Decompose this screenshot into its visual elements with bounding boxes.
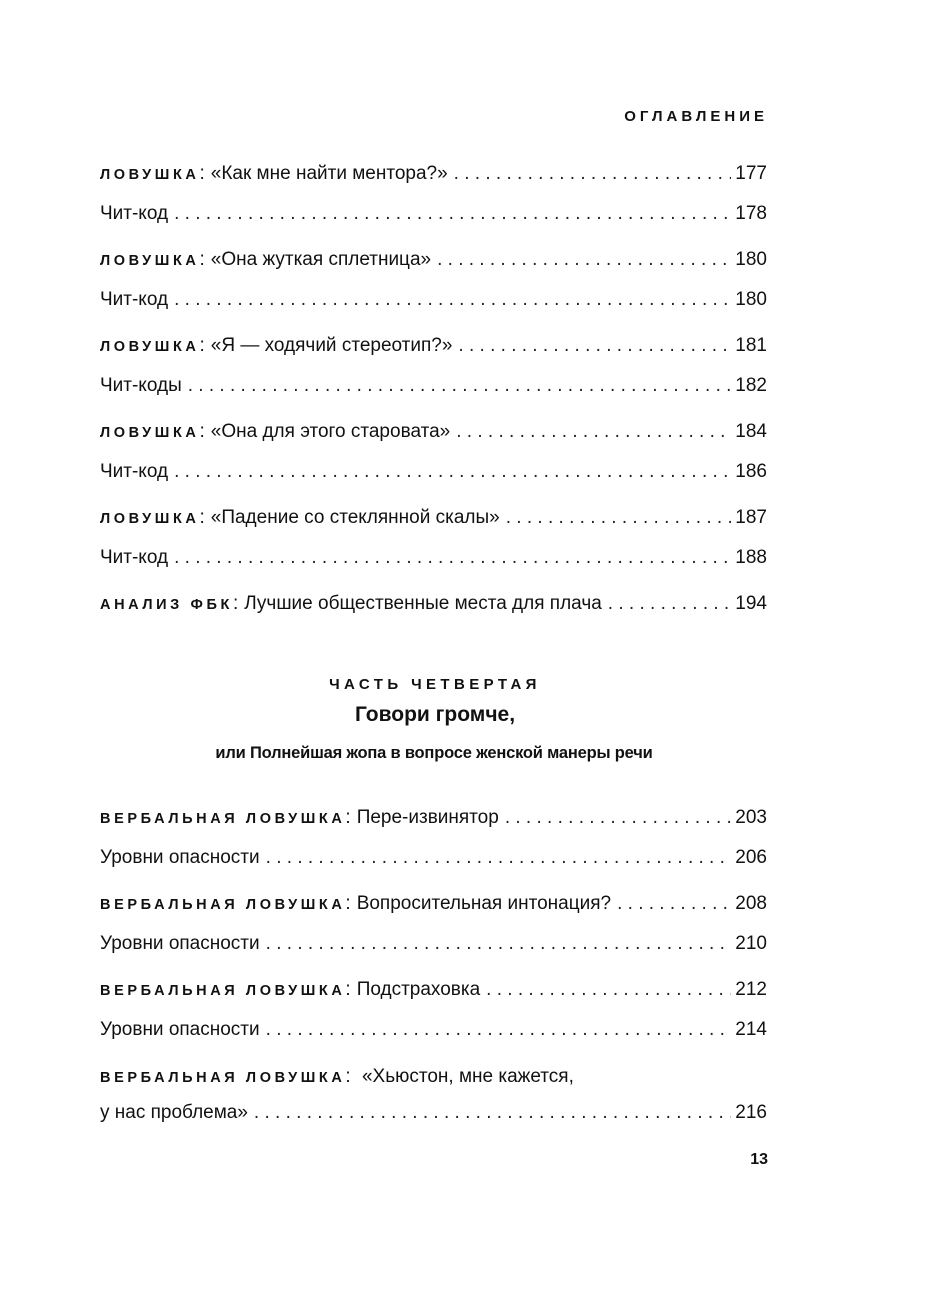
dot-leader [266,1018,732,1042]
toc-entry [100,248,767,273]
entry-label: ЛОВУШКА [100,425,200,441]
entry-page-number: 203 [735,807,767,828]
entry-page-number: 181 [735,335,767,356]
entry-label: ЛОВУШКА [100,253,200,269]
dot-leader [456,420,731,444]
entry-page-number: 178 [735,203,767,224]
entry-title: Уровни опасности [100,847,260,868]
entry-label: ВЕРБАЛЬНАЯ ЛОВУШКА [100,983,346,999]
toc-entry [100,506,767,531]
entry-label: ЛОВУШКА [100,339,200,355]
dot-leader [188,374,732,398]
entry-page-number: 216 [735,1102,767,1123]
entry-title: Чит-код [100,461,169,482]
toc-entry [100,162,767,187]
dot-leader [266,846,732,870]
toc-entry [100,460,767,484]
dot-leader [506,506,732,530]
toc-entry [100,846,767,870]
entry-page-number: 180 [735,249,767,270]
page-folio: 13 [750,1151,768,1168]
entry-label: ВЕРБАЛЬНАЯ ЛОВУШКА [100,811,346,827]
toc-entry [100,978,767,1003]
entry-page-number: 214 [735,1019,767,1040]
dot-leader [454,162,732,186]
dot-leader [458,334,731,358]
entry-label: ВЕРБАЛЬНАЯ ЛОВУШКА [100,1070,346,1086]
dot-leader [174,546,731,570]
entry-title: «Я — ходячий стереотип?» [210,335,453,356]
entry-title: «Падение со стеклянной скалы» [210,507,500,528]
entry-title: Чит-код [100,289,169,310]
entry-page-number: 212 [735,979,767,1000]
toc-entry [100,374,767,398]
dot-leader [174,202,731,226]
entry-title: «Она для этого старовата» [210,421,451,442]
dot-leader [437,248,731,272]
entry-page-number: 210 [735,933,767,954]
entry-colon: : [199,163,205,184]
entry-page-number: 188 [735,547,767,568]
toc-entry [100,892,767,917]
part-subtitle: или Полнейшая жопа в вопросе женской манеры речи [215,744,653,762]
entry-title: Чит-код [100,203,169,224]
entry-title: «Как мне найти ментора?» [210,163,448,184]
entry-second-line [100,1101,767,1125]
toc-entry [100,932,767,956]
part-title: Говори громче, [354,703,516,726]
entry-title: Чит-коды [100,375,182,396]
toc-entry [100,546,767,570]
entry-title: Подстраховка [356,979,481,1000]
toc-entry [100,420,767,445]
entry-title: Уровни опасности [100,933,260,954]
toc-entry-multiline [100,1065,767,1125]
entry-label: ВЕРБАЛЬНАЯ ЛОВУШКА [100,897,346,913]
dot-leader [174,288,731,312]
entry-title-line2: у нас проблема» [100,1102,248,1123]
dot-leader [486,978,731,1002]
toc-entry [100,592,767,617]
toc-entry [100,806,767,831]
entry-label: АНАЛИЗ ФБК [100,597,233,613]
entry-page-number: 206 [735,847,767,868]
entry-page-number: 187 [735,507,767,528]
entry-title: Уровни опасности [100,1019,260,1040]
entry-title: Пере-извинятор [356,807,499,828]
entry-colon: : [345,979,351,1000]
toc-entry [100,202,767,226]
entry-page-number: 208 [735,893,767,914]
entry-first-line [100,1065,767,1090]
entry-page-number: 182 [735,375,767,396]
dot-leader [617,892,731,916]
entry-colon: : [345,893,351,914]
entry-title-line1: «Хьюстон, мне кажется, [361,1066,574,1087]
entry-label: ЛОВУШКА [100,167,200,183]
entry-colon: : [199,507,205,528]
dot-leader [174,460,731,484]
entry-colon: : [232,593,239,614]
toc-entry [100,334,767,359]
entry-title: Вопросительная интонация? [356,893,612,914]
entry-label: ЛОВУШКА [100,511,200,527]
entry-title: Чит-код [100,547,169,568]
entry-page-number: 177 [735,163,767,184]
entry-title: Лучшие общественные места для плача [244,593,602,614]
entry-title: «Она жуткая сплетница» [210,249,432,270]
entry-colon: : [199,335,205,356]
toc-header: ОГЛАВЛЕНИЕ [624,108,768,125]
entry-page-number: 194 [735,593,767,614]
dot-leader [608,592,732,616]
dot-leader [254,1101,731,1125]
dot-leader [266,932,732,956]
entry-colon: : [345,807,351,828]
entry-page-number: 184 [735,421,767,442]
part-label: ЧАСТЬ ЧЕТВЕРТАЯ [329,676,541,693]
entry-page-number: 186 [735,461,767,482]
dot-leader [505,806,731,830]
entry-colon: : [345,1066,351,1087]
entry-colon: : [199,249,205,270]
entry-colon: : [199,421,205,442]
toc-entry [100,1018,767,1042]
entry-page-number: 180 [735,289,767,310]
toc-entry [100,288,767,312]
